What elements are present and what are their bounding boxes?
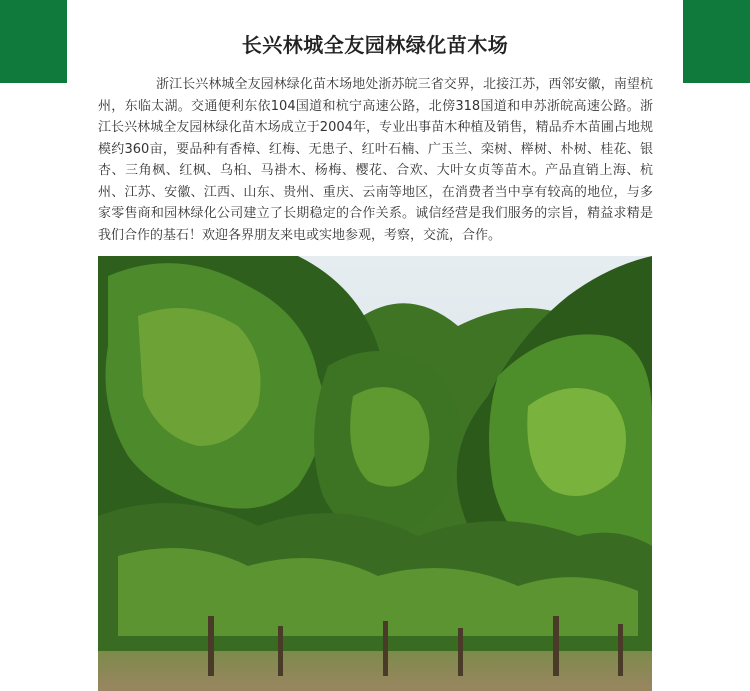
company-intro-paragraph: 浙江长兴林城全友园林绿化苗木场地处浙苏皖三省交界，北接江苏，西邻安徽，南望杭州，东临太湖。交通便利东依104国道和杭宁高速公路，北傍318国道和申苏浙皖高速公路。浙江长兴林城全友园林绿化苗木场成立于2004年，专业出事苗木种植及销售，精品乔木苗圃占地规模约360亩，要品种有香樟、红梅、无患子、红叶石楠、广玉兰、栾树、榉树、朴树、桂花、银杏、三角枫、红枫、乌桕、马褂木、杨梅、樱花、合欢、大叶女贞等苗木。产品直销上海、杭州、江苏、安徽、江西、山东、贵州、重庆、云南等地区，在消费者当中享有较高的地位，与多家零售商和园林绿化公司建立了长期稳定的合作关系。诚信经营是我们服务的宗旨，精益求精是我们合作的基石！欢迎各界朋友来电或实地参观，考察，交流，合作。: [98, 77, 653, 243]
page-title: 长兴林城全友园林绿化苗木场: [241, 33, 509, 57]
nursery-trees-photo: [98, 256, 652, 691]
